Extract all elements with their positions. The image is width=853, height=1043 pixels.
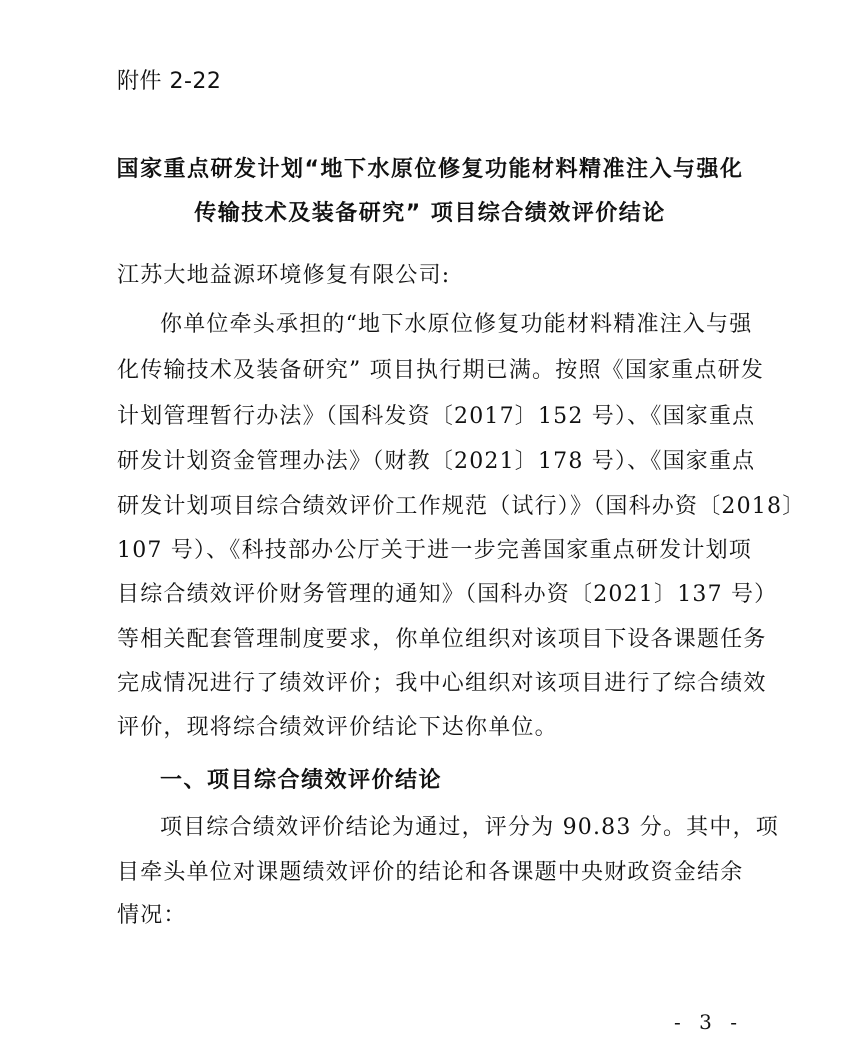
paragraph-line: 完成情况进行了绩效评价；我中心组织对该项目进行了综合绩效 [117,671,767,696]
paragraph-line: 研发计划资金管理办法》（财教〔2021〕178 号）、《国家重点 [117,449,756,474]
paragraph-line: 目牵头单位对课题绩效评价的结论和各课题中央财政资金结余 [117,860,744,885]
paragraph-line: 研发计划项目综合绩效评价工作规范（试行）》（国科办资〔2018〕 [117,494,806,519]
document-title-line-1: 国家重点研发计划“地下水原位修复功能材料精准注入与强化 [116,157,744,182]
paragraph-line: 等相关配套管理制度要求，你单位组织对该项目下设各课题任务 [117,627,767,652]
addressee: 江苏大地益源环境修复有限公司: [117,263,451,288]
paragraph-line: 107 号）、《科技部办公厅关于进一步完善国家重点研发计划项 [117,538,752,563]
attachment-label: 附件 2-22 [117,69,222,94]
document-title-line-2: 传输技术及装备研究” 项目综合绩效评价结论 [194,201,666,226]
paragraph-line: 目综合绩效评价财务管理的通知》（国科办资〔2021〕137 号） [117,582,778,607]
section-heading: 一、项目综合绩效评价结论 [160,768,443,793]
paragraph-line: 项目综合绩效评价结论为通过，评分为 90.83 分。其中，项 [160,815,779,840]
page-number: - 3 - [674,1010,743,1034]
paragraph-line: 评价，现将综合绩效评价结论下达你单位。 [117,715,558,740]
paragraph-line: 化传输技术及装备研究” 项目执行期已满。按照《国家重点研发 [117,358,765,383]
paragraph-line: 你单位牵头承担的“地下水原位修复功能材料精准注入与强 [160,312,753,337]
paragraph-line: 计划管理暂行办法》（国科发资〔2017〕152 号）、《国家重点 [117,404,756,429]
paragraph-line: 情况： [117,903,187,928]
